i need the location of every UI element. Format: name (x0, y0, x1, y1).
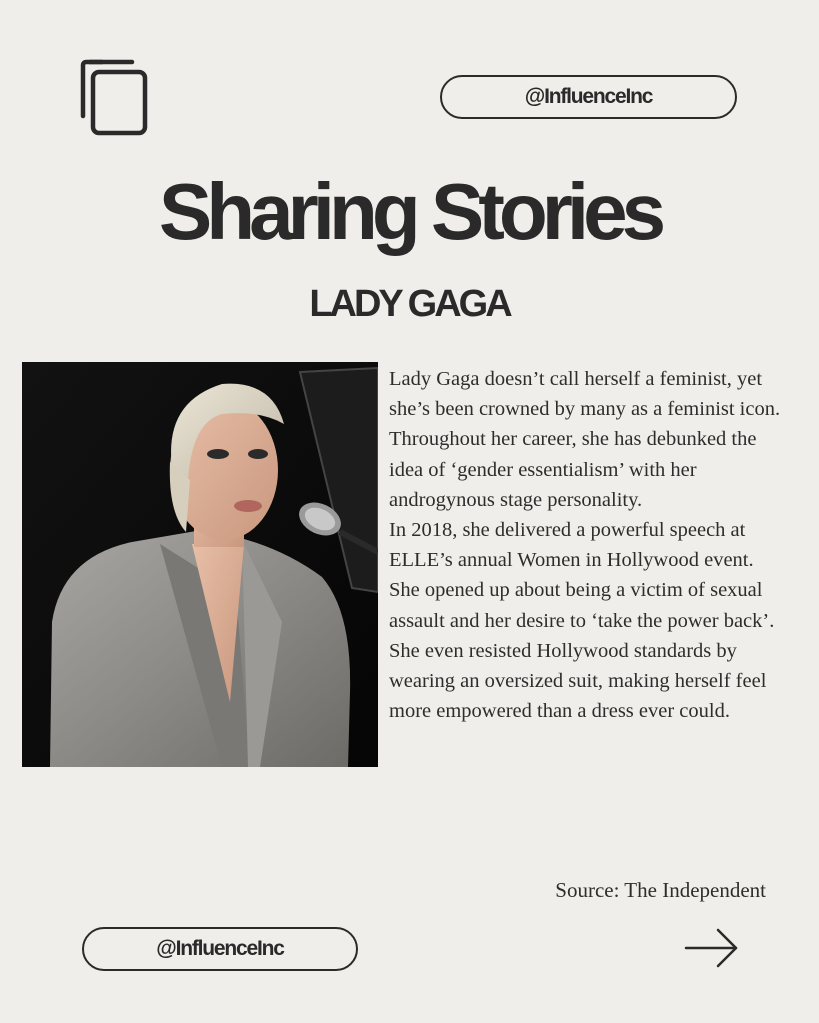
handle-text-bottom: @InfluenceInc (156, 937, 284, 960)
story-paragraph-2: In 2018, she delivered a powerful speech at ELLE’s annual Women in Hollywood event. She opened up about being a victim of sexual assault and her desire to ‘take the power back’. She even resisted Hollywood standards by wearing an oversized suit, making herself feel more empowered than a dress ever could. (389, 519, 775, 723)
handle-text-top: @InfluenceInc (524, 85, 653, 108)
handle-badge-bottom[interactable] (82, 927, 358, 971)
page-title: Sharing Stories (158, 167, 661, 256)
story-paragraph-1: Lady Gaga doesn’t call herself a feminist, yet she’s been crowned by many as a feminist icon. Throughout her career, she has debunked the idea of ‘gender essentialism’ with her androgynous stage personality. (389, 368, 781, 511)
story-body (389, 364, 789, 726)
copy-icon (80, 58, 148, 136)
handle-badge-top[interactable] (440, 75, 737, 119)
portrait-photo (22, 362, 378, 767)
arrow-right-icon[interactable] (684, 926, 740, 970)
page-subtitle: LADY GAGA (309, 283, 510, 325)
source-credit: Source: The Independent (555, 878, 766, 902)
